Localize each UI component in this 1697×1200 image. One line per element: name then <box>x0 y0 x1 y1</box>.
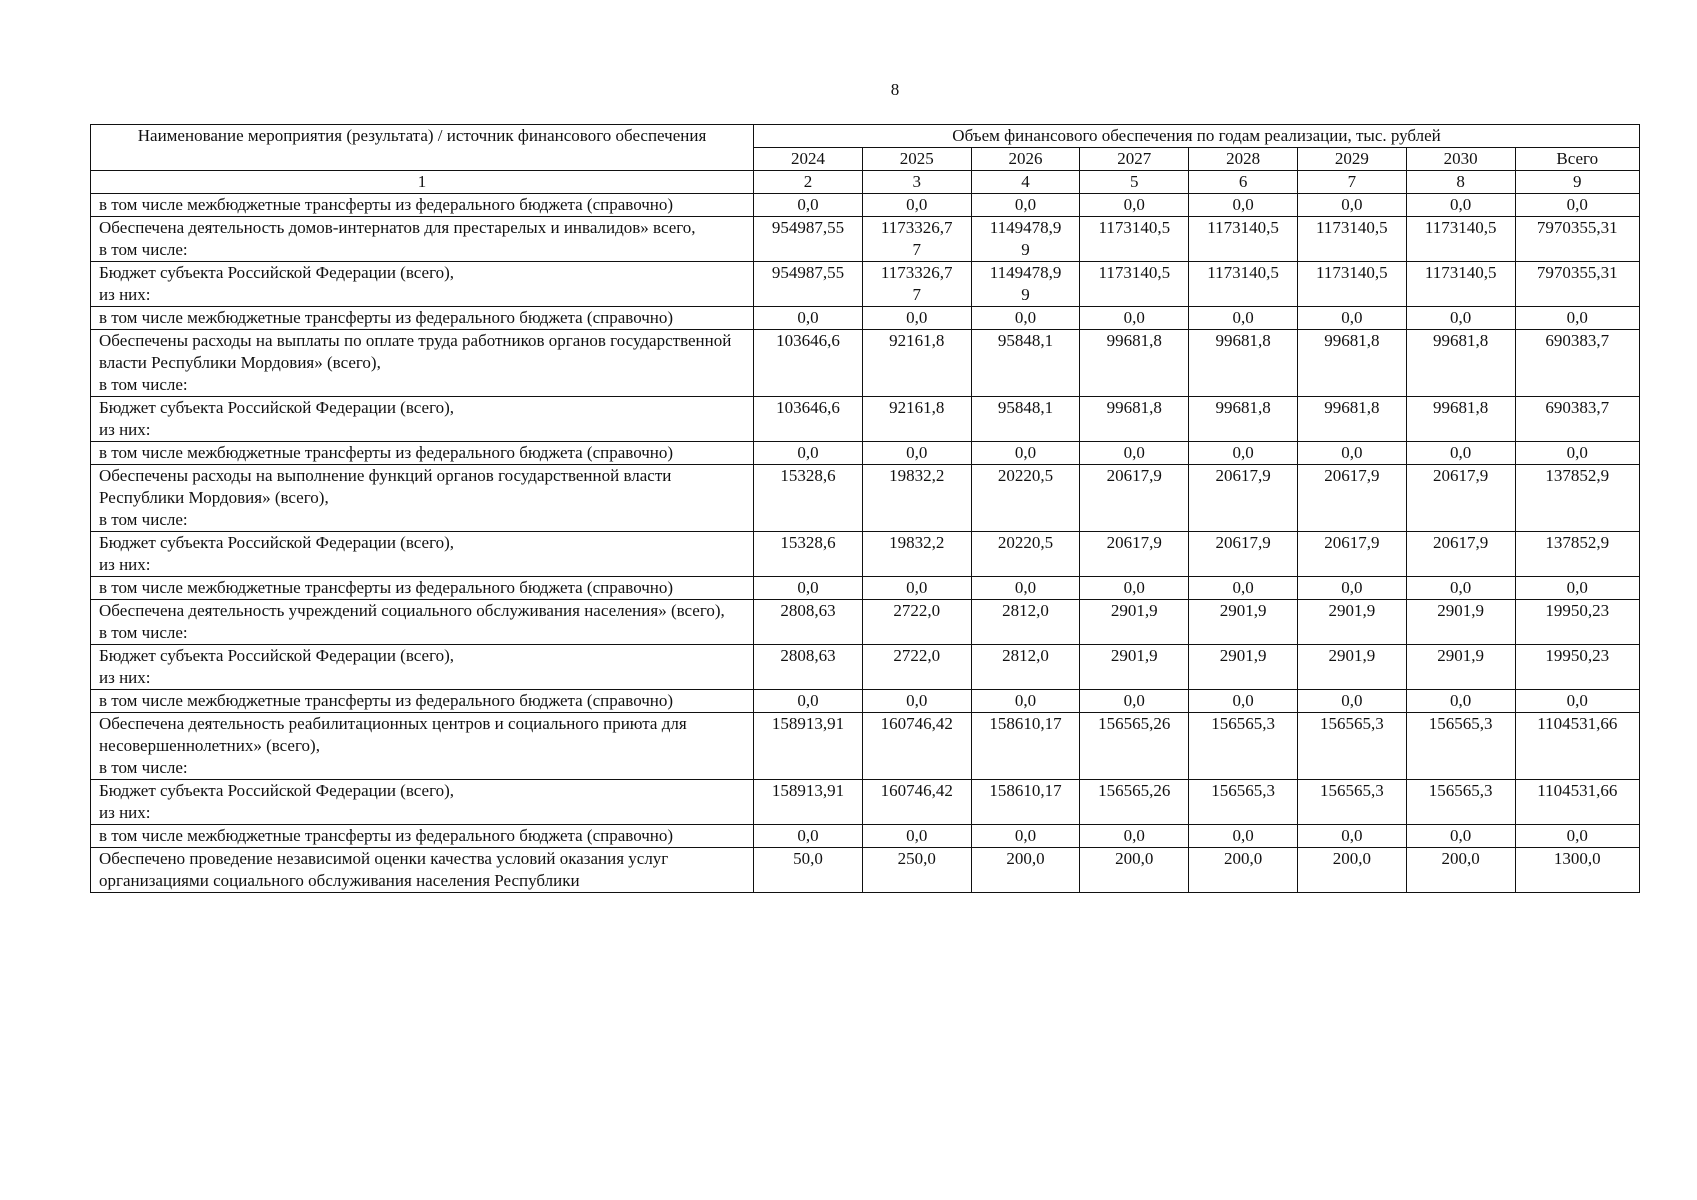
page-number: 8 <box>890 80 900 99</box>
value-cell: 156565,3 <box>1189 713 1298 780</box>
value-cell: 20617,9 <box>1189 532 1298 577</box>
value-cell: 158913,91 <box>754 780 863 825</box>
value-cell: 0,0 <box>862 825 971 848</box>
value-cell: 0,0 <box>1080 307 1189 330</box>
value-cell: 0,0 <box>1515 442 1639 465</box>
value-cell: 0,0 <box>1297 194 1406 217</box>
value-cell: 2808,63 <box>754 600 863 645</box>
row-name-cell: в том числе межбюджетные трансферты из федерального бюджета (справочно) <box>91 825 754 848</box>
value-cell: 1173140,5 <box>1189 217 1298 262</box>
value-cell: 19950,23 <box>1515 600 1639 645</box>
value-cell: 1173326,7 7 <box>862 262 971 307</box>
table-row <box>91 600 1640 645</box>
value-cell: 250,0 <box>862 848 971 893</box>
value-cell: 0,0 <box>1406 825 1515 848</box>
value-cell: 92161,8 <box>862 397 971 442</box>
value-cell: 2722,0 <box>862 645 971 690</box>
value-cell: 0,0 <box>754 442 863 465</box>
value-cell: 20220,5 <box>971 465 1080 532</box>
value-cell: 0,0 <box>1189 825 1298 848</box>
value-cell: 156565,26 <box>1080 713 1189 780</box>
value-cell: 2722,0 <box>862 600 971 645</box>
value-cell: 20617,9 <box>1406 465 1515 532</box>
value-cell: 200,0 <box>1406 848 1515 893</box>
table-row <box>91 442 1640 465</box>
value-cell: 0,0 <box>1189 307 1298 330</box>
value-cell: 0,0 <box>1080 577 1189 600</box>
column-number: 7 <box>1297 171 1406 194</box>
value-cell: 2901,9 <box>1189 645 1298 690</box>
year-header: 2030 <box>1406 148 1515 171</box>
value-cell: 137852,9 <box>1515 465 1639 532</box>
value-cell: 99681,8 <box>1189 397 1298 442</box>
value-cell: 19832,2 <box>862 532 971 577</box>
year-header: 2028 <box>1189 148 1298 171</box>
row-name-cell: в том числе межбюджетные трансферты из федерального бюджета (справочно) <box>91 690 754 713</box>
value-cell: 2812,0 <box>971 645 1080 690</box>
table-row <box>91 532 1640 577</box>
value-cell: 0,0 <box>1515 307 1639 330</box>
value-cell: 158610,17 <box>971 780 1080 825</box>
row-name-cell: Бюджет субъекта Российской Федерации (всего), из них: <box>91 397 754 442</box>
value-cell: 2901,9 <box>1080 600 1189 645</box>
header-row-group <box>91 125 1640 148</box>
column-number: 3 <box>862 171 971 194</box>
table-body <box>91 194 1640 893</box>
value-cell: 1173140,5 <box>1080 217 1189 262</box>
value-cell: 0,0 <box>1297 825 1406 848</box>
value-cell: 2901,9 <box>1189 600 1298 645</box>
value-cell: 0,0 <box>862 577 971 600</box>
value-cell: 19950,23 <box>1515 645 1639 690</box>
value-cell: 0,0 <box>971 825 1080 848</box>
value-cell: 1173140,5 <box>1406 217 1515 262</box>
value-cell: 0,0 <box>754 307 863 330</box>
table-row <box>91 848 1640 893</box>
value-cell: 99681,8 <box>1406 397 1515 442</box>
column-number: 4 <box>971 171 1080 194</box>
value-cell: 690383,7 <box>1515 330 1639 397</box>
year-header: 2029 <box>1297 148 1406 171</box>
value-cell: 1104531,66 <box>1515 780 1639 825</box>
year-header: 2026 <box>971 148 1080 171</box>
value-cell: 20617,9 <box>1080 465 1189 532</box>
value-cell: 156565,3 <box>1406 780 1515 825</box>
value-cell: 1300,0 <box>1515 848 1639 893</box>
value-cell: 1173140,5 <box>1080 262 1189 307</box>
value-cell: 103646,6 <box>754 330 863 397</box>
value-cell: 95848,1 <box>971 397 1080 442</box>
funding-group-header: Объем финансового обеспечения по годам реализации, тыс. рублей <box>754 125 1640 148</box>
value-cell: 99681,8 <box>1189 330 1298 397</box>
value-cell: 0,0 <box>1297 307 1406 330</box>
table-row <box>91 465 1640 532</box>
table-row <box>91 194 1640 217</box>
value-cell: 0,0 <box>971 577 1080 600</box>
value-cell: 0,0 <box>1406 577 1515 600</box>
row-name-cell: в том числе межбюджетные трансферты из федерального бюджета (справочно) <box>91 442 754 465</box>
value-cell: 954987,55 <box>754 262 863 307</box>
value-cell: 95848,1 <box>971 330 1080 397</box>
table-row <box>91 577 1640 600</box>
value-cell: 160746,42 <box>862 780 971 825</box>
year-header: 2025 <box>862 148 971 171</box>
value-cell: 0,0 <box>971 307 1080 330</box>
value-cell: 0,0 <box>1406 194 1515 217</box>
row-name-cell: в том числе межбюджетные трансферты из федерального бюджета (справочно) <box>91 577 754 600</box>
value-cell: 1173326,7 7 <box>862 217 971 262</box>
value-cell: 0,0 <box>1080 825 1189 848</box>
column-number: 5 <box>1080 171 1189 194</box>
value-cell: 1173140,5 <box>1406 262 1515 307</box>
value-cell: 156565,3 <box>1297 780 1406 825</box>
value-cell: 0,0 <box>754 577 863 600</box>
value-cell: 7970355,31 <box>1515 262 1639 307</box>
value-cell: 99681,8 <box>1406 330 1515 397</box>
value-cell: 0,0 <box>1515 690 1639 713</box>
value-cell: 0,0 <box>754 690 863 713</box>
value-cell: 1173140,5 <box>1297 262 1406 307</box>
value-cell: 0,0 <box>1080 194 1189 217</box>
year-header: 2027 <box>1080 148 1189 171</box>
row-name-cell: в том числе межбюджетные трансферты из федерального бюджета (справочно) <box>91 194 754 217</box>
table-row <box>91 713 1640 780</box>
value-cell: 0,0 <box>1297 442 1406 465</box>
value-cell: 50,0 <box>754 848 863 893</box>
value-cell: 156565,3 <box>1297 713 1406 780</box>
value-cell: 0,0 <box>1189 690 1298 713</box>
value-cell: 1149478,9 9 <box>971 262 1080 307</box>
value-cell: 0,0 <box>1515 825 1639 848</box>
table-row <box>91 780 1640 825</box>
table-row <box>91 217 1640 262</box>
value-cell: 20220,5 <box>971 532 1080 577</box>
value-cell: 0,0 <box>971 690 1080 713</box>
year-header: 2024 <box>754 148 863 171</box>
value-cell: 0,0 <box>971 442 1080 465</box>
value-cell: 200,0 <box>971 848 1080 893</box>
value-cell: 0,0 <box>754 194 863 217</box>
value-cell: 2901,9 <box>1406 645 1515 690</box>
value-cell: 2901,9 <box>1297 645 1406 690</box>
row-name-cell: Бюджет субъекта Российской Федерации (всего), из них: <box>91 262 754 307</box>
value-cell: 20617,9 <box>1406 532 1515 577</box>
value-cell: 200,0 <box>1189 848 1298 893</box>
value-cell: 99681,8 <box>1297 397 1406 442</box>
value-cell: 137852,9 <box>1515 532 1639 577</box>
value-cell: 0,0 <box>1189 194 1298 217</box>
value-cell: 0,0 <box>862 307 971 330</box>
value-cell: 0,0 <box>862 690 971 713</box>
table-row <box>91 330 1640 397</box>
row-name-cell: Бюджет субъекта Российской Федерации (всего), из них: <box>91 532 754 577</box>
value-cell: 1149478,9 9 <box>971 217 1080 262</box>
value-cell: 1173140,5 <box>1297 217 1406 262</box>
year-header: Всего <box>1515 148 1639 171</box>
row-name-cell: Бюджет субъекта Российской Федерации (всего), из них: <box>91 645 754 690</box>
value-cell: 2901,9 <box>1297 600 1406 645</box>
value-cell: 20617,9 <box>1189 465 1298 532</box>
value-cell: 0,0 <box>754 825 863 848</box>
row-name-cell: Обеспечена деятельность домов-интернатов для престарелых и инвалидов» всего, в том числе: <box>91 217 754 262</box>
header-row-column-numbers <box>91 171 1640 194</box>
value-cell: 19832,2 <box>862 465 971 532</box>
value-cell: 0,0 <box>862 194 971 217</box>
column-number: 2 <box>754 171 863 194</box>
table-row <box>91 645 1640 690</box>
value-cell: 1104531,66 <box>1515 713 1639 780</box>
row-name-cell: Обеспечено проведение независимой оценки качества условий оказания услуг организациями социального обслуживания населения Республики <box>91 848 754 893</box>
value-cell: 103646,6 <box>754 397 863 442</box>
value-cell: 690383,7 <box>1515 397 1639 442</box>
value-cell: 99681,8 <box>1080 397 1189 442</box>
value-cell: 0,0 <box>1515 194 1639 217</box>
value-cell: 156565,3 <box>1406 713 1515 780</box>
table-row <box>91 690 1640 713</box>
value-cell: 0,0 <box>971 194 1080 217</box>
table-row <box>91 307 1640 330</box>
row-name-cell: Обеспечена деятельность учреждений социального обслуживания населения» (всего), в том числе: <box>91 600 754 645</box>
value-cell: 1173140,5 <box>1189 262 1298 307</box>
column-number: 1 <box>91 171 754 194</box>
value-cell: 160746,42 <box>862 713 971 780</box>
row-name-cell: Обеспечены расходы на выплаты по оплате труда работников органов государственной власти Республики Мордовия» (всего), в том числе: <box>91 330 754 397</box>
name-column-header: Наименование мероприятия (результата) / источник финансового обеспечения <box>91 125 754 171</box>
row-name-cell: Бюджет субъекта Российской Федерации (всего), из них: <box>91 780 754 825</box>
value-cell: 954987,55 <box>754 217 863 262</box>
table-row <box>91 397 1640 442</box>
value-cell: 0,0 <box>1515 577 1639 600</box>
value-cell: 158913,91 <box>754 713 863 780</box>
value-cell: 156565,26 <box>1080 780 1189 825</box>
row-name-cell: Обеспечены расходы на выполнение функций органов государственной власти Республики Мордовия» (всего), в том числе: <box>91 465 754 532</box>
value-cell: 0,0 <box>862 442 971 465</box>
value-cell: 2901,9 <box>1406 600 1515 645</box>
value-cell: 2901,9 <box>1080 645 1189 690</box>
value-cell: 0,0 <box>1080 442 1189 465</box>
row-name-cell: Обеспечена деятельность реабилитационных центров и социального приюта для несовершеннолетних» (всего), в том числе: <box>91 713 754 780</box>
value-cell: 92161,8 <box>862 330 971 397</box>
row-name-cell: в том числе межбюджетные трансферты из федерального бюджета (справочно) <box>91 307 754 330</box>
value-cell: 0,0 <box>1406 307 1515 330</box>
value-cell: 99681,8 <box>1080 330 1189 397</box>
value-cell: 0,0 <box>1406 442 1515 465</box>
column-number: 9 <box>1515 171 1639 194</box>
value-cell: 7970355,31 <box>1515 217 1639 262</box>
value-cell: 2808,63 <box>754 645 863 690</box>
value-cell: 0,0 <box>1189 577 1298 600</box>
value-cell: 0,0 <box>1297 577 1406 600</box>
value-cell: 158610,17 <box>971 713 1080 780</box>
value-cell: 0,0 <box>1297 690 1406 713</box>
value-cell: 20617,9 <box>1297 532 1406 577</box>
value-cell: 20617,9 <box>1080 532 1189 577</box>
value-cell: 2812,0 <box>971 600 1080 645</box>
value-cell: 15328,6 <box>754 532 863 577</box>
value-cell: 20617,9 <box>1297 465 1406 532</box>
value-cell: 0,0 <box>1080 690 1189 713</box>
table-row <box>91 825 1640 848</box>
value-cell: 0,0 <box>1406 690 1515 713</box>
financing-table <box>90 124 1640 893</box>
column-number: 8 <box>1406 171 1515 194</box>
value-cell: 156565,3 <box>1189 780 1298 825</box>
value-cell: 200,0 <box>1080 848 1189 893</box>
table-row <box>91 262 1640 307</box>
value-cell: 15328,6 <box>754 465 863 532</box>
column-number: 6 <box>1189 171 1298 194</box>
value-cell: 200,0 <box>1297 848 1406 893</box>
value-cell: 99681,8 <box>1297 330 1406 397</box>
value-cell: 0,0 <box>1189 442 1298 465</box>
